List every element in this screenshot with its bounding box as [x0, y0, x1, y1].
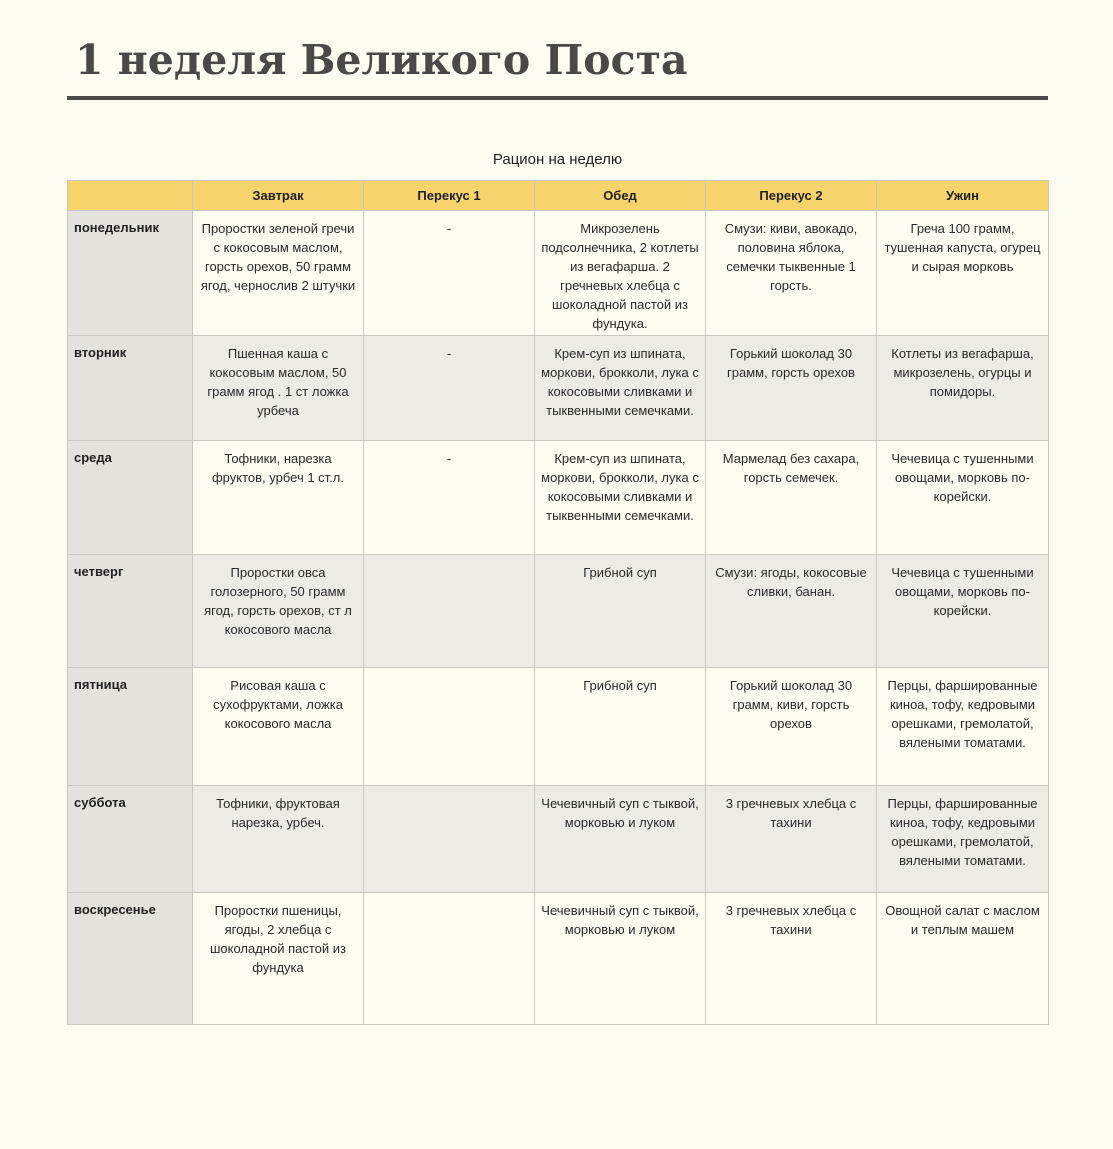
table-cell: Котлеты из вегафарша, микрозелень, огурцы и помидоры. — [877, 336, 1049, 441]
header-cell-day — [68, 181, 193, 211]
table-row — [68, 668, 1049, 786]
table-cell: Грибной суп — [535, 555, 706, 668]
day-cell: вторник — [68, 336, 193, 441]
table-row — [68, 893, 1049, 1025]
table-cell: Рисовая каша с сухофруктами, ложка кокосового масла — [193, 668, 364, 786]
header-cell-snack-2: Перекус 2 — [706, 181, 877, 211]
table-cell: - — [364, 441, 535, 555]
page-title: 1 неделя Великого Поста — [75, 36, 688, 84]
table-cell: Чечевичный суп с тыквой, морковью и луком — [535, 893, 706, 1025]
day-cell: понедельник — [68, 211, 193, 336]
table-cell — [364, 786, 535, 893]
header-row — [68, 181, 1049, 211]
table-cell — [364, 555, 535, 668]
table-cell: Горький шоколад 30 грамм, горсть орехов — [706, 336, 877, 441]
table-row — [68, 211, 1049, 336]
table-cell: - — [364, 336, 535, 441]
table-cell: Горький шоколад 30 грамм, киви, горсть орехов — [706, 668, 877, 786]
header-cell-breakfast: Завтрак — [193, 181, 364, 211]
header-cell-dinner: Ужин — [877, 181, 1049, 211]
table-cell: Мармелад без сахара, горсть семечек. — [706, 441, 877, 555]
title-divider — [67, 96, 1048, 100]
header-cell-snack-1: Перекус 1 — [364, 181, 535, 211]
table-cell: Чечевица с тушенными овощами, морковь по-корейски. — [877, 555, 1049, 668]
table-cell: Проростки овса голозерного, 50 грамм ягод, горсть орехов, ст л кокосового масла — [193, 555, 364, 668]
day-cell: четверг — [68, 555, 193, 668]
table-cell: Овощной салат с маслом и теплым машем — [877, 893, 1049, 1025]
table-cell: - — [364, 211, 535, 336]
table-cell: Микрозелень подсолнечника, 2 котлеты из вегафарша. 2 гречневых хлебца с шоколадной пастой из фундука. — [535, 211, 706, 336]
header-cell-lunch: Обед — [535, 181, 706, 211]
table-caption: Рацион на неделю — [492, 151, 623, 168]
table-cell: Смузи: ягоды, кокосовые сливки, банан. — [706, 555, 877, 668]
table-cell: Перцы, фаршированные киноа, тофу, кедровыми орешками, гремолатой, вялеными томатами. — [877, 786, 1049, 893]
table-cell: Крем-суп из шпината, моркови, брокколи, лука с кокосовыми сливками и тыквенными семечками. — [535, 441, 706, 555]
table-cell: Чечевичный суп с тыквой, морковью и луком — [535, 786, 706, 893]
table-cell: Крем-суп из шпината, моркови, брокколи, лука с кокосовыми сливками и тыквенными семечками. — [535, 336, 706, 441]
table-cell: Пшенная каша с кокосовым маслом, 50 грамм ягод . 1 ст ложка урбеча — [193, 336, 364, 441]
table-cell — [364, 668, 535, 786]
table-cell — [364, 893, 535, 1025]
table-cell: Тофники, фруктовая нарезка, урбеч. — [193, 786, 364, 893]
table-row — [68, 786, 1049, 893]
table-cell: Проростки пшеницы, ягоды, 2 хлебца с шоколадной пастой из фундука — [193, 893, 364, 1025]
day-cell: пятница — [68, 668, 193, 786]
table-cell: Смузи: киви, авокадо, половина яблока, семечки тыквенные 1 горсть. — [706, 211, 877, 336]
day-cell: среда — [68, 441, 193, 555]
table-row — [68, 441, 1049, 555]
day-cell: суббота — [68, 786, 193, 893]
table-cell: 3 гречневых хлебца с тахини — [706, 786, 877, 893]
day-cell: воскресенье — [68, 893, 193, 1025]
table-cell: Перцы, фаршированные киноа, тофу, кедровыми орешками, гремолатой, вялеными томатами. — [877, 668, 1049, 786]
table-row — [68, 555, 1049, 668]
table-cell: Греча 100 грамм, тушенная капуста, огурец и сырая морковь — [877, 211, 1049, 336]
meal-plan-table — [67, 180, 1049, 1025]
table-cell: Проростки зеленой гречи с кокосовым маслом, горсть орехов, 50 грамм ягод, чернослив 2 штучки — [193, 211, 364, 336]
table-cell: Чечевица с тушенными овощами, морковь по-корейски. — [877, 441, 1049, 555]
table-cell: Тофники, нарезка фруктов, урбеч 1 ст.л. — [193, 441, 364, 555]
table-row — [68, 336, 1049, 441]
table-cell: Грибной суп — [535, 668, 706, 786]
table-cell: 3 гречневых хлебца с тахини — [706, 893, 877, 1025]
